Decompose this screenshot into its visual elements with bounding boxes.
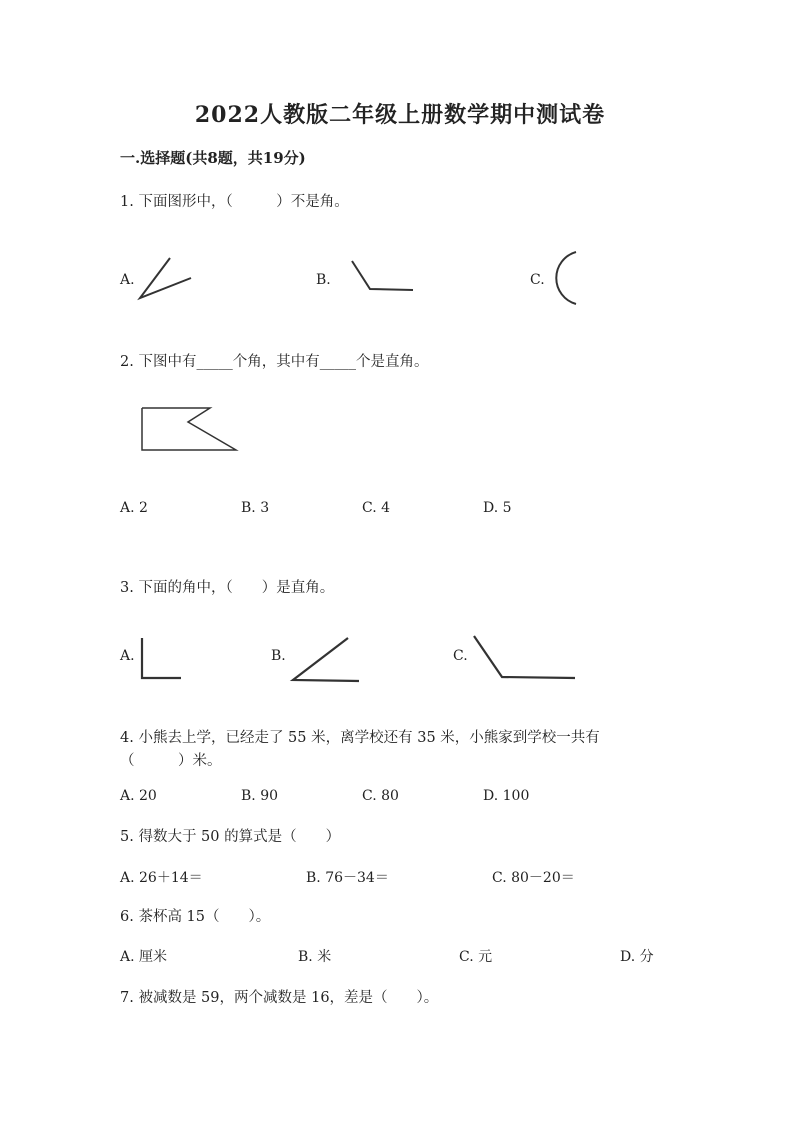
q5-option-a: A. 26＋14＝ (120, 870, 203, 886)
q2-option-d: D. 5 (483, 500, 512, 516)
page-title: 2022人教版二年级上册数学期中测试卷 (194, 102, 606, 128)
q3-option-a-label: A. (120, 648, 135, 664)
question-6: 6. 茶杯高 15（ ）。 (120, 909, 271, 925)
q2-option-b: B. 3 (241, 500, 270, 516)
q4-option-a: A. 20 (120, 788, 157, 804)
q2-option-a: A. 2 (120, 500, 148, 516)
q4-option-c: C. 80 (362, 788, 399, 804)
q5-option-c: C. 80－20＝ (492, 870, 575, 886)
q3-option-c-label: C. (453, 648, 468, 664)
question-1: 1. 下面图形中，（ ）不是角。 (120, 194, 349, 210)
question-3: 3. 下面的角中，（ ）是直角。 (120, 580, 335, 596)
q4-option-d: D. 100 (483, 788, 530, 804)
q6-option-c: C. 元 (459, 949, 493, 965)
question-4-line-2: （ ）米。 (120, 753, 222, 769)
q3-option-b-label: B. (271, 648, 286, 664)
question-4-line-1: 4. 小熊去上学，已经走了 55 米，离学校还有 35 米，小熊家到学校一共有 (120, 730, 600, 746)
question-5: 5. 得数大于 50 的算式是（ ） (120, 829, 341, 845)
question-2: 2. 下图中有_____个角，其中有_____个是直角。 (120, 354, 429, 370)
q5-option-b: B. 76－34＝ (306, 870, 389, 886)
q6-option-d: D. 分 (620, 949, 654, 965)
q6-option-b: B. 米 (298, 949, 332, 965)
q6-option-a: A. 厘米 (120, 949, 168, 965)
question-7: 7. 被减数是 59，两个减数是 16，差是（ ）。 (120, 990, 439, 1006)
q1-option-b-label: B. (316, 272, 331, 288)
q2-option-c: C. 4 (362, 500, 391, 516)
q4-option-b: B. 90 (241, 788, 279, 804)
q1-option-c-label: C. (530, 272, 545, 288)
section-heading: 一.选择题(共8题，共19分) (120, 149, 306, 167)
q1-option-a-label: A. (120, 272, 135, 288)
